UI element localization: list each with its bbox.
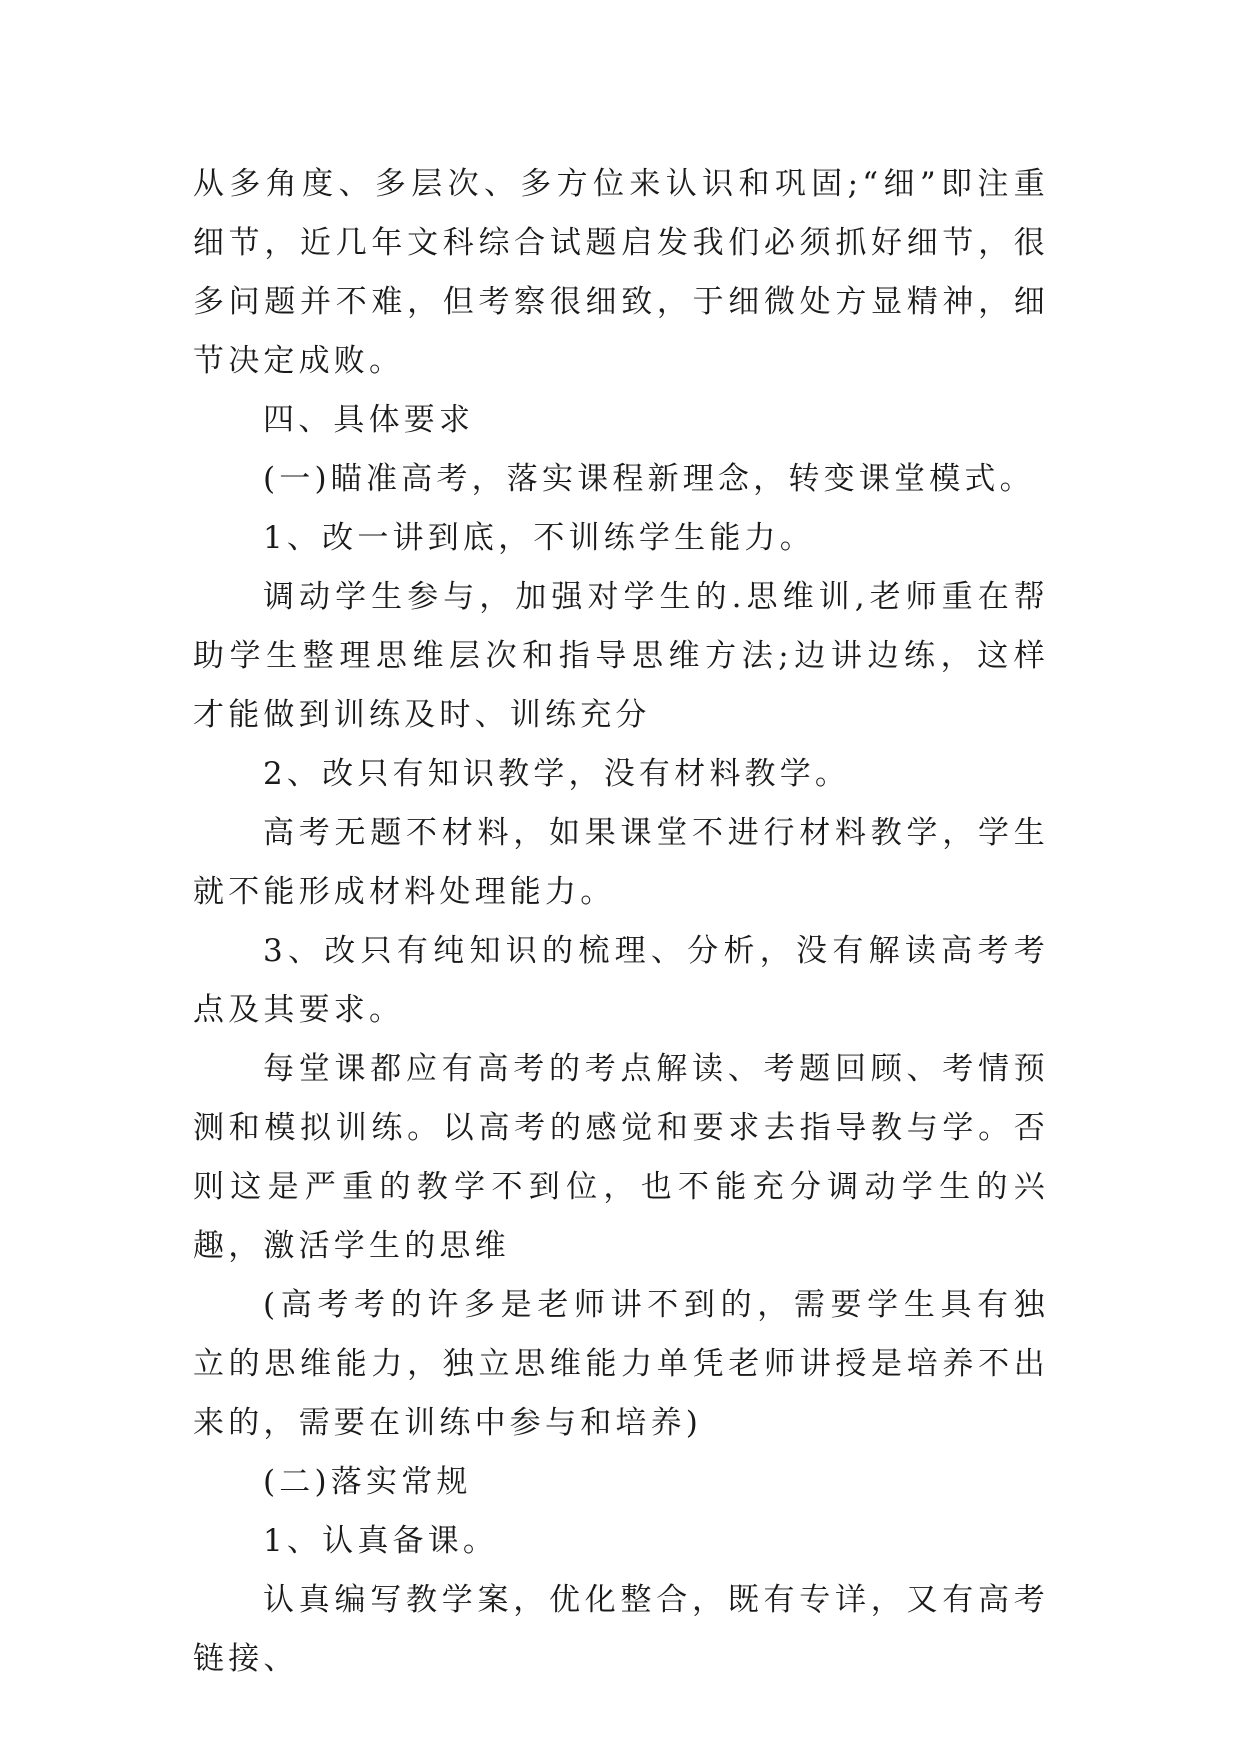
paragraph-2: 调动学生参与，加强对学生的.思维训,老师重在帮助学生整理思维层次和指导思维方法;边讲边练，这样才能做到训练及时、训练充分: [193, 579, 1049, 733]
subsection-heading-2: (二)落实常规: [263, 1464, 472, 1500]
paragraph-3: 高考无题不材料，如果课堂不进行材料教学，学生就不能形成材料处理能力。: [193, 815, 1049, 910]
list-item-2: 2、改只有知识教学，没有材料教学。: [263, 756, 851, 792]
section-heading-4: 四、具体要求: [263, 402, 475, 438]
list-item-1: 1、改一讲到底，不训练学生能力。: [263, 520, 815, 556]
paragraph-5: (高考考的许多是老师讲不到的，需要学生具有独立的思维能力，独立思维能力单凭老师讲授是培养不出来的，需要在训练中参与和培养): [193, 1287, 1049, 1441]
paragraph-1: 从多角度、多层次、多方位来认识和巩固;“细”即注重细节，近几年文科综合试题启发我们必须抓好细节，很多问题并不难，但考察很细致，于细微处方显精神，细节决定成败。: [193, 166, 1049, 379]
list-item-3: 3、改只有纯知识的梳理、分析，没有解读高考考点及其要求。: [193, 933, 1049, 1028]
subsection-heading-1: (一)瞄准高考，落实课程新理念，转变课堂模式。: [263, 461, 1035, 497]
document-page: [193, 155, 1049, 1689]
paragraph-6: 认真编写教学案，优化整合，既有专详，又有高考链接、: [193, 1582, 1049, 1677]
paragraph-4: 每堂课都应有高考的考点解读、考题回顾、考情预测和模拟训练。以高考的感觉和要求去指导教与学。否则这是严重的教学不到位，也不能充分调动学生的兴趣，激活学生的思维: [193, 1051, 1049, 1264]
list-item-4: 1、认真备课。: [263, 1523, 499, 1559]
